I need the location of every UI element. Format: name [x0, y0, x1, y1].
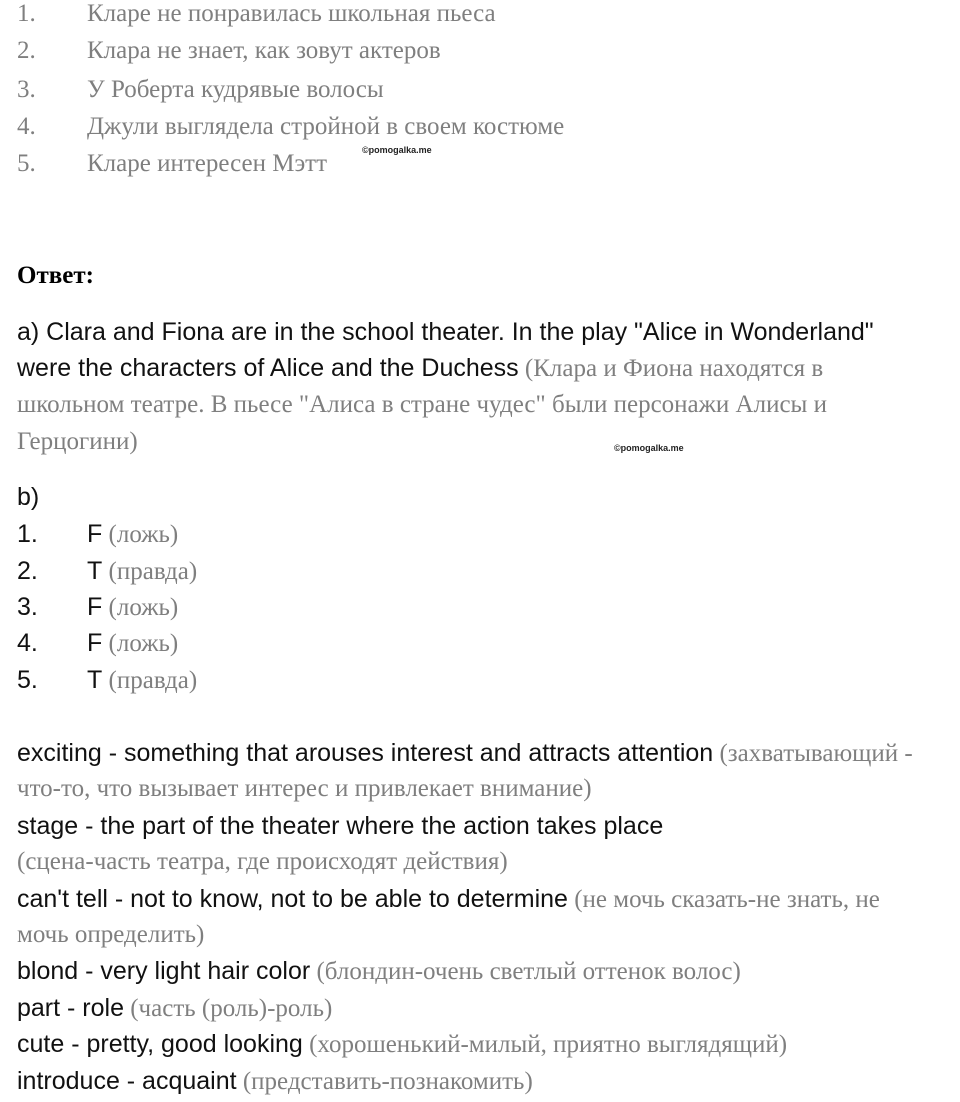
vocab-russian: (сцена-часть театра, где происходят действия): [17, 848, 508, 875]
answer-heading-line: [17, 261, 94, 291]
watermark: ©pomogalka.me: [614, 443, 684, 453]
vocab-english: part - role: [17, 994, 124, 1022]
answer-translation: (ложь): [108, 630, 179, 657]
answer-heading: Ответ:: [17, 262, 94, 289]
part-a-line-1: [17, 317, 874, 347]
vocab-russian: мочь определить): [17, 921, 205, 948]
vocab-canttell: [17, 884, 880, 915]
part-b-answer-3: [17, 592, 178, 623]
answer-translation: (правда): [108, 558, 198, 585]
part-a-line-2: [17, 353, 823, 384]
vocab-part: [17, 993, 332, 1024]
answer-translation: (ложь): [108, 594, 179, 621]
answer-value: F: [87, 520, 103, 548]
statement-number: 3.: [17, 76, 36, 103]
part-a-russian-3: школьном театре. В пьесе "Алиса в стране чудес" были персонажи Алисы и: [17, 391, 827, 418]
statement-number: 2.: [17, 37, 36, 64]
part-b-label: b): [17, 483, 40, 511]
vocab-canttell-cont: [17, 920, 204, 950]
part-a-line-3: [17, 390, 827, 420]
part-b-label-line: [17, 482, 39, 512]
answer-number: 3.: [17, 593, 38, 621]
vocab-english: can't tell - not to know, not to be able to determine: [17, 885, 568, 913]
statement-text: Джули выглядела стройной в своем костюме: [87, 113, 565, 140]
part-b-answer-2: [17, 556, 197, 587]
vocab-english: stage - the part of the theater where the action takes place: [17, 812, 664, 840]
answer-number: 5.: [17, 666, 38, 694]
part-a-line-4: [17, 427, 138, 457]
vocab-english: exciting - something that arouses interest and attracts attention: [17, 739, 714, 767]
vocab-stage-translation: [17, 847, 508, 877]
statement-4: [17, 112, 564, 142]
watermark: ©pomogalka.me: [362, 145, 432, 155]
answer-translation: (ложь): [108, 521, 179, 548]
statement-text: У Роберта кудрявые волосы: [87, 76, 384, 103]
vocab-exciting: [17, 738, 913, 769]
answer-translation: (правда): [108, 667, 198, 694]
part-a-english-1: a) Clara and Fiona are in the school theater. In the play "Alice in Wonderland": [17, 318, 874, 346]
vocab-english: cute - pretty, good looking: [17, 1030, 303, 1058]
vocab-cute: [17, 1029, 787, 1060]
statement-text: Кларе интересен Мэтт: [87, 150, 328, 177]
part-a-russian-4: Герцогини): [17, 428, 138, 455]
vocab-blond: [17, 956, 741, 987]
answer-number: 4.: [17, 629, 38, 657]
statement-number: 5.: [17, 150, 36, 177]
statement-number: 1.: [17, 0, 36, 27]
vocab-russian: (часть (роль)-роль): [130, 995, 333, 1022]
statement-number: 4.: [17, 113, 36, 140]
answer-number: 1.: [17, 520, 38, 548]
vocab-russian: (не мочь сказать-не знать, не: [574, 886, 880, 913]
answer-number: 2.: [17, 557, 38, 585]
vocab-introduce: [17, 1066, 533, 1097]
answer-value: F: [87, 593, 103, 621]
part-b-answer-4: [17, 628, 178, 659]
statement-1: [17, 0, 496, 29]
vocab-english: introduce - acquaint: [17, 1067, 237, 1095]
vocab-russian: (блондин-очень светлый оттенок волос): [316, 958, 741, 985]
vocab-russian: (хорошенький-милый, приятно выглядящий): [309, 1031, 788, 1058]
vocab-russian: (представить-познакомить): [242, 1068, 533, 1095]
part-a-russian-2: (Клара и Фиона находятся в: [524, 355, 824, 382]
answer-value: F: [87, 629, 103, 657]
part-b-answer-1: [17, 519, 178, 550]
statement-3: [17, 75, 384, 105]
statement-text: Клара не знает, как зовут актеров: [87, 37, 441, 64]
vocab-russian: что-то, что вызывает интерес и привлекает внимание): [17, 775, 592, 802]
vocab-russian: (захватывающий -: [719, 740, 913, 767]
vocab-stage: [17, 811, 663, 842]
statement-2: [17, 36, 441, 66]
statement-5: [17, 149, 327, 179]
part-a-english-2: were the characters of Alice and the Duchess: [17, 354, 519, 382]
part-b-answer-5: [17, 665, 197, 696]
vocab-exciting-cont: [17, 774, 592, 804]
vocab-english: blond - very light hair color: [17, 957, 311, 985]
answer-value: T: [87, 666, 103, 694]
statement-text: Кларе не понравилась школьная пьеса: [87, 0, 496, 27]
answer-value: T: [87, 557, 103, 585]
